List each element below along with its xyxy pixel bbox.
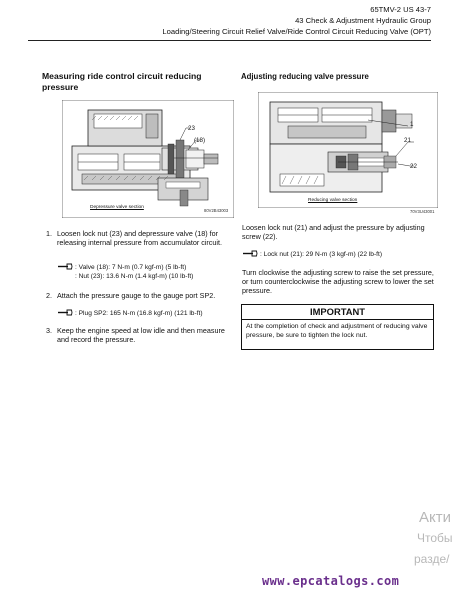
activation-watermark-line3: разде/ [414, 552, 450, 566]
header-divider [28, 40, 431, 41]
torque-spec-valve [57, 263, 186, 272]
wrench-icon [57, 309, 73, 316]
activation-watermark-line2: Чтобы [417, 531, 453, 545]
left-section-title: Measuring ride control circuit reducing pressure [42, 71, 202, 92]
header-page-id: 65TMV-2 US 43-7 [370, 5, 431, 14]
turn-direction-note: Turn clockwise the adjusting screw to raise the set pressure, or turn counterclockwise the adjusting screw to lower the set pressure. [242, 268, 434, 296]
callout-21: 21 [404, 137, 411, 144]
right-section-title: Adjusting reducing valve pressure [241, 72, 369, 81]
step-2-text: Attach the pressure gauge to the gauge port SP2. [57, 291, 216, 300]
torque-lock-nut-text: : Lock nut (21): 29 N-m (3 kgf-m) (22 lb-ft) [260, 251, 383, 258]
reducing-valve-drawing [258, 92, 438, 208]
step-3-number: 3. [46, 326, 52, 335]
depressure-valve-drawing [62, 100, 234, 218]
torque-spec-lock-nut [242, 250, 382, 259]
torque-plug-text: : Plug SP2: 165 N-m (16.8 kgf-m) (121 lb-ft) [75, 310, 203, 317]
wrench-icon [57, 263, 73, 270]
wrench-icon [242, 250, 258, 257]
callout-23: 23 [188, 125, 195, 132]
important-notice [241, 304, 434, 350]
left-figure-caption: Depressure valve section [90, 205, 144, 210]
torque-spec-nut: : Nut (23): 13.6 N-m (1.4 kgf-m) (10 lb-ft) [75, 273, 194, 280]
callout-1: 1 [410, 121, 414, 128]
header-section: Loading/Steering Circuit Relief Valve/Ride Control Circuit Reducing Valve (OPT) [162, 27, 431, 36]
callout-22: 22 [410, 163, 417, 170]
right-figure-caption: Reducing valve section [308, 198, 358, 203]
torque-spec-plug [57, 309, 203, 318]
activation-watermark-line1: Акти [419, 509, 451, 526]
step-1-number: 1. [46, 229, 52, 238]
step-3-text: Keep the engine speed at low idle and then measure and record the pressure. [57, 326, 225, 345]
depressure-valve-figure [62, 100, 234, 218]
reducing-valve-figure [258, 92, 438, 214]
step-1-text: Loosen lock nut (23) and depressure valve (18) for releasing internal pressure from accumulator circuit. [57, 229, 222, 248]
site-watermark: www.epcatalogs.com [262, 574, 400, 588]
step-3 [46, 326, 238, 348]
left-figure-code: 80V2B43003 [204, 208, 229, 213]
important-text: At the completion of check and adjustment of reducing valve pressure, be sure to tighten the lock nut. [246, 323, 428, 339]
callout-18: (18) [194, 137, 206, 144]
step-2-number: 2. [46, 291, 52, 300]
important-heading: IMPORTANT [242, 305, 433, 320]
right-figure-code: 70V3U43001 [410, 209, 435, 214]
header-group: 43 Check & Adjustment Hydraulic Group [295, 16, 431, 25]
torque-valve-text: : Valve (18): 7 N-m (0.7 kgf-m) (5 lb-ft) [75, 264, 187, 271]
adjust-instruction: Loosen lock nut (21) and adjust the pressure by adjusting screw (22). [242, 223, 425, 242]
step-2 [46, 291, 238, 303]
